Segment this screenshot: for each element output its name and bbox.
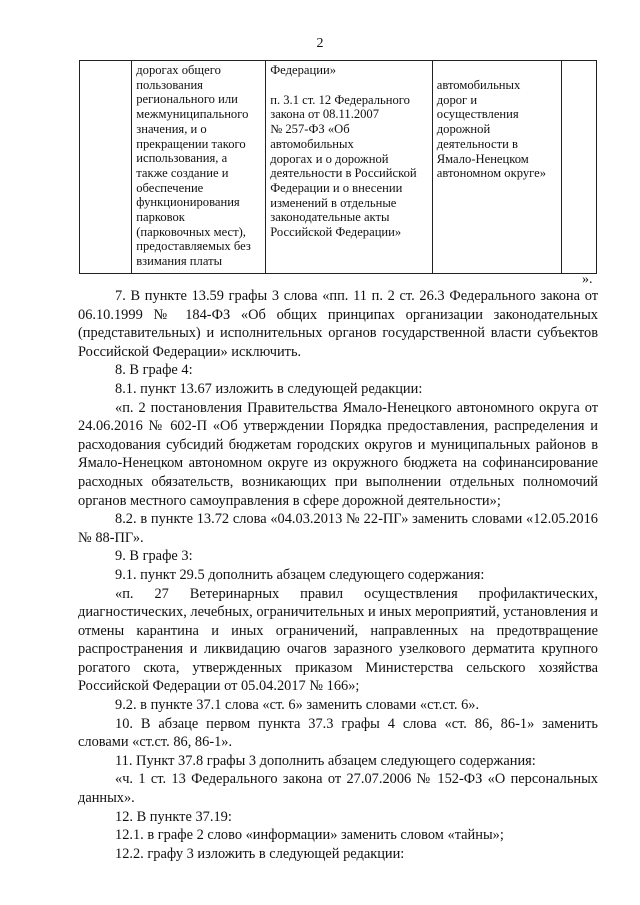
paragraph: 10. В абзаце первом пункта 37.3 графы 4 слова «ст. 86, 86-1» заменить словами «ст.ст. 86, 86-1». [78, 715, 598, 751]
table-cell-description: дорогах общего пользования регионального или межмуниципального значения, и о прекращении такого использования, а также создание и обеспечение функционирования парковок (парковочных мест), предоставляемых без взимания платы [132, 61, 266, 274]
continuation-table [79, 60, 597, 274]
closing-quote: ». [582, 272, 593, 287]
paragraph: 9.2. в пункте 37.1 слова «ст. 6» заменить словами «ст.ст. 6». [115, 697, 480, 714]
paragraph: 12.2. графу 3 изложить в следующей редакции: [115, 845, 405, 862]
table-cell-empty [562, 61, 597, 274]
paragraph: 12.1. в графе 2 слово «информации» заменить словом «тайны»; [115, 827, 504, 844]
paragraph: 11. Пункт 37.8 графы 3 дополнить абзацем следующего содержания: [115, 752, 536, 769]
paragraph: 7. В пункте 13.59 графы 3 слова «пп. 11 п. 2 ст. 26.3 Федерального закона от 06.10.1999 № 184-ФЗ «Об общих принципах организации законодательных (представительных) и исполнительных органов государственной власти субъектов Российской Федерации» исключить. [78, 288, 598, 360]
paragraph: 8.2. в пункте 13.72 слова «04.03.2013 № 22-ПГ» заменить словами «12.05.2016 № 88-ПГ». [78, 511, 598, 546]
paragraph: 8. В графе 4: [115, 362, 193, 379]
table-cell-empty [80, 61, 132, 274]
table-cell-legal-basis: Федерации» п. 3.1 ст. 12 Федерального закона от 08.11.2007 № 257-ФЗ «Об автомобильных дорогах и о дорожной деятельности в Российской Федерации и о внесении изменений в отдельные законодательные акты Российской Федерации» [266, 61, 433, 274]
paragraph: 9.1. пункт 29.5 дополнить абзацем следующего содержания: [115, 566, 485, 583]
paragraph: 8.1. пункт 13.67 изложить в следующей редакции: [115, 380, 423, 397]
table-row [80, 61, 597, 274]
paragraph: 12. В пункте 37.19: [115, 808, 232, 825]
page-number: 2 [316, 36, 324, 51]
document-body [78, 287, 598, 863]
paragraph: «п. 27 Ветеринарных правил осуществления профилактических, диагностических, лечебных, ограничительных и иных мероприятий, установления и отмены карантина и иных ограничений, направленных на предотвращение распространения и ликвидацию очагов заразного узелкового дерматита крупного рогатого скота, утвержденных приказом Министерства сельского хозяйства Российской Федерации от 05.04.2017 № 166»; [78, 585, 598, 695]
paragraph: 9. В графе 3: [115, 548, 193, 565]
paragraph: «ч. 1 ст. 13 Федерального закона от 27.07.2006 № 152-ФЗ «О персональных данных». [78, 771, 598, 807]
table-cell-regional-basis: автомобильных дорог и осуществления дорожной деятельности в Ямало-Ненецком автономном округе» [432, 61, 561, 274]
paragraph: «п. 2 постановления Правительства Ямало-Ненецкого автономного округа от 24.06.2016 № 602-П «Об утверждении Порядка предоставления, распределения и расходования субсидий бюджетам городских округов и муниципальных районов в Ямало-Ненецком автономном округе из окружного бюджета на софинансирование расходных обязательств, возникающих при выполнении отдельных полномочий органов местного самоуправления в сфере дорожной деятельности»; [78, 399, 598, 509]
